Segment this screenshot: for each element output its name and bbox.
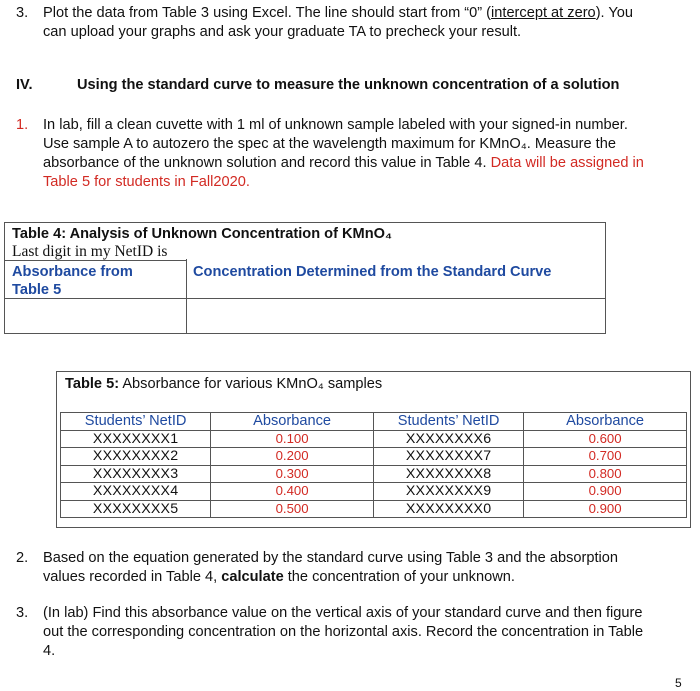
instruction-text: values recorded in Table 4, — [43, 569, 222, 585]
instruction-text: Use sample A to autozero the spec at the wavelength maximum for KMnO₄. Measure the — [43, 136, 616, 152]
page-number: 5 — [675, 676, 682, 690]
instruction-text: ). You — [595, 5, 634, 21]
assignment-note: Data will be assigned in — [490, 155, 644, 171]
absorbance-table — [60, 412, 687, 518]
netid-cell: XXXXXXXX7 — [373, 448, 523, 466]
table-row — [61, 465, 687, 483]
table-row — [61, 430, 687, 448]
netid-cell: XXXXXXXX2 — [61, 448, 211, 466]
section-roman: IV. — [16, 77, 33, 93]
table-divider — [5, 298, 605, 299]
table-row — [61, 483, 687, 501]
table-5-title-text: Absorbance for various KMnO₄ samples — [119, 376, 383, 392]
absorbance-cell: 0.800 — [524, 465, 687, 483]
absorbance-cell: 0.200 — [211, 448, 374, 466]
netid-cell: XXXXXXXX8 — [373, 465, 523, 483]
assignment-note: Table 5 for students in Fall2020. — [43, 174, 250, 190]
item-number: 2. — [16, 550, 29, 566]
netid-cell: XXXXXXXX5 — [61, 500, 211, 518]
instruction-text: (In lab) Find this absorbance value on the vertical axis of your standard curve and then figure — [43, 605, 643, 621]
instruction-text: out the corresponding concentration on the horizontal axis. Record the concentration in Table — [43, 624, 644, 640]
absorbance-cell: 0.900 — [524, 500, 687, 518]
instruction-text: the concentration of your unknown. — [283, 569, 515, 585]
absorbance-cell: 0.400 — [211, 483, 374, 501]
header-absorbance: Absorbance — [211, 413, 374, 431]
table-5 — [56, 371, 691, 528]
absorbance-cell: 0.100 — [211, 430, 374, 448]
instruction-text: Plot the data from Table 3 using Excel. The line should start from “0” ( — [43, 5, 492, 21]
netid-cell: XXXXXXXX9 — [373, 483, 523, 501]
table-row — [61, 500, 687, 518]
table-divider — [186, 259, 187, 333]
table-5-title — [65, 376, 382, 392]
netid-cell: XXXXXXXX0 — [373, 500, 523, 518]
intercept-link: intercept at zero — [491, 5, 596, 21]
section-heading: Using the standard curve to measure the unknown concentration of a solution — [77, 77, 620, 93]
item-number: 1. — [16, 117, 29, 133]
item-number: 3. — [16, 5, 29, 21]
instruction-text: In lab, fill a clean cuvette with 1 ml of unknown sample labeled with your signed-in number. — [43, 117, 628, 133]
absorbance-cell: 0.600 — [524, 430, 687, 448]
table-divider — [5, 260, 186, 261]
absorbance-cell: 0.300 — [211, 465, 374, 483]
header-line: Absorbance from — [12, 264, 133, 280]
table-row — [61, 448, 687, 466]
table-4-header-absorbance — [12, 263, 133, 299]
item-number: 3. — [16, 605, 29, 621]
calculate-emphasis: calculate — [221, 569, 284, 585]
instruction-text: can upload your graphs and ask your graduate TA to precheck your result. — [43, 24, 522, 40]
netid-cell: XXXXXXXX3 — [61, 465, 211, 483]
netid-label: Last digit in my NetID is — [12, 243, 168, 260]
instruction-text: 4. — [43, 643, 56, 659]
table-4-header-concentration: Concentration Determined from the Standard Curve — [193, 264, 552, 280]
absorbance-cell: 0.500 — [211, 500, 374, 518]
netid-cell: XXXXXXXX4 — [61, 483, 211, 501]
absorbance-cell: 0.900 — [524, 483, 687, 501]
instruction-text: absorbance of the unknown solution and record this value in Table 4. — [43, 155, 491, 171]
table-4 — [4, 222, 606, 334]
table-header-row — [61, 413, 687, 431]
table-5-title-label: Table 5: — [65, 376, 120, 392]
instruction-text: Based on the equation generated by the standard curve using Table 3 and the absorption — [43, 550, 618, 566]
header-netid: Students’ NetID — [373, 413, 523, 431]
netid-cell: XXXXXXXX1 — [61, 430, 211, 448]
header-line: Table 5 — [12, 282, 62, 298]
absorbance-cell: 0.700 — [524, 448, 687, 466]
table-4-title: Table 4: Analysis of Unknown Concentration of KMnO₄ — [12, 226, 392, 242]
header-netid: Students’ NetID — [61, 413, 211, 431]
netid-cell: XXXXXXXX6 — [373, 430, 523, 448]
header-absorbance: Absorbance — [524, 413, 687, 431]
